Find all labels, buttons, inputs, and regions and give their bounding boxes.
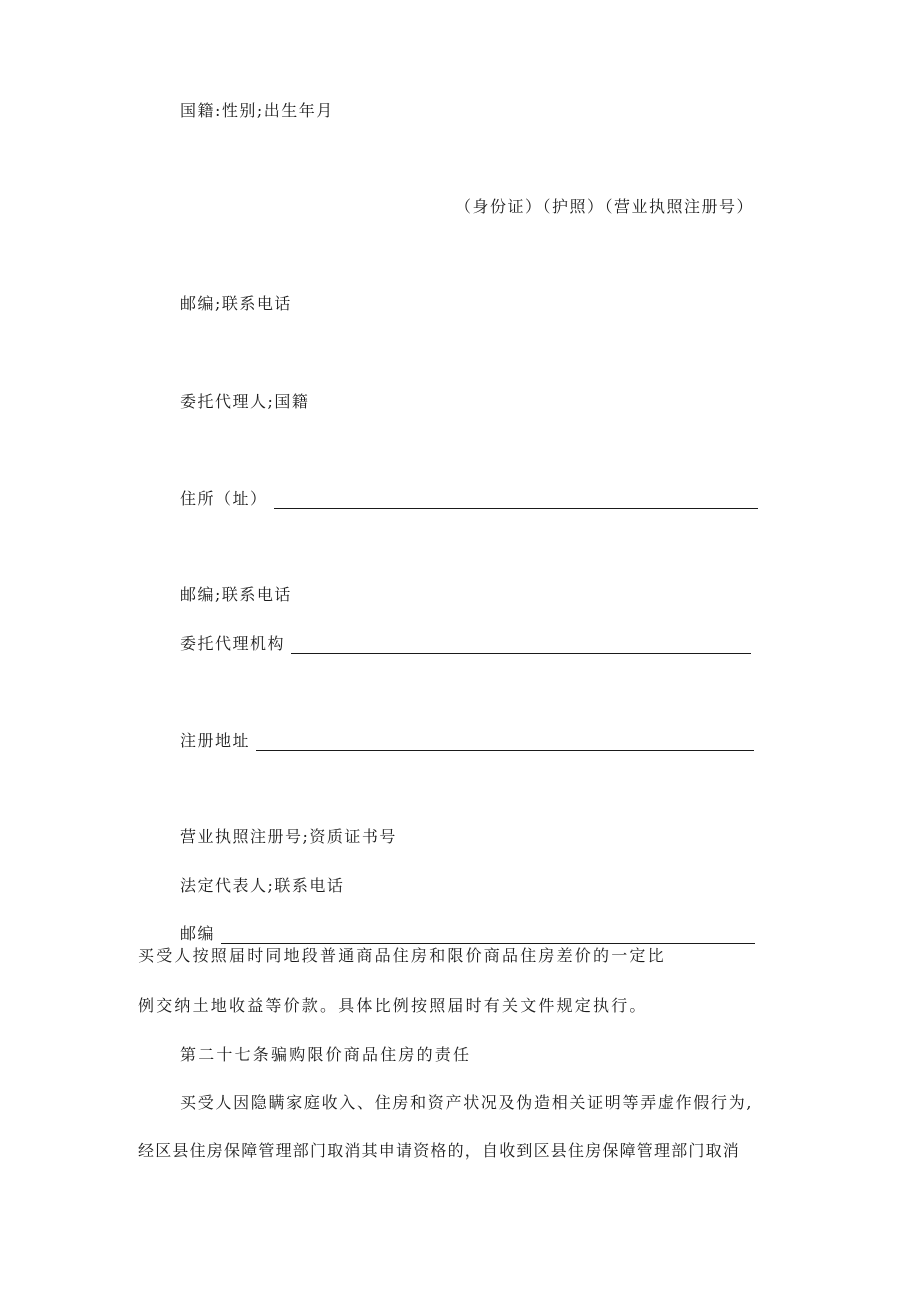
article-27-title: 第二十七条骗购限价商品住房的责任 [180,1045,472,1064]
agency-field [180,634,751,654]
agency-blank[interactable] [291,635,751,654]
registered-address-field [180,731,754,751]
legal-rep-phone-line: 法定代表人;联系电话 [180,876,345,895]
agent-nationality-line: 委托代理人;国籍 [180,392,310,411]
postcode-phone-line-1: 邮编;联系电话 [180,294,292,313]
para1-line2: 例交纳土地收益等价款。具体比例按照届时有关文件规定执行。 [138,996,648,1015]
license-qualification-line: 营业执照注册号;资质证书号 [180,827,397,846]
postcode-field [180,924,755,944]
registered-address-label: 注册地址 [180,731,251,750]
para2-line2: 经区县住房保障管理部门取消其申请资格的，自收到区县住房保障管理部门取消 [138,1141,741,1160]
agency-label: 委托代理机构 [180,634,286,653]
para1-line1: 买受人按照届时同地段普通商品住房和限价商品住房差价的一定比 [138,946,666,965]
registered-address-blank[interactable] [256,732,754,751]
para2-line1: 买受人因隐瞒家庭收入、住房和资产状况及伪造相关证明等弄虚作假行为, [180,1093,754,1112]
postcode-label: 邮编 [180,924,216,943]
residence-field [180,489,758,509]
nationality-gender-birth-line: 国籍:性别;出生年月 [180,101,334,120]
residence-label: 住所（址） [180,489,268,508]
postcode-phone-line-2: 邮编;联系电话 [180,585,292,604]
residence-blank[interactable] [274,490,758,509]
id-types-line: （身份证）（护照）（营业执照注册号） [455,197,755,216]
postcode-blank[interactable] [221,925,755,944]
